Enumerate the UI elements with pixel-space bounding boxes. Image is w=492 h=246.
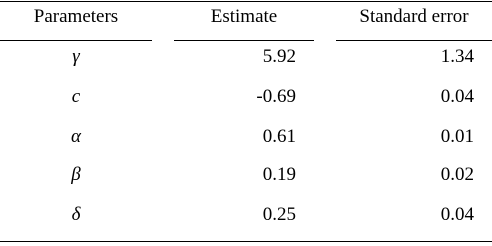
estimate-cell: 5.92: [262, 46, 296, 67]
parameter-cell: δ: [71, 204, 81, 225]
estimate-cell: 0.19: [262, 164, 296, 185]
table-top-rule: [0, 1, 492, 2]
parameter-cell: α: [71, 126, 81, 147]
std-error-cell: 1.34: [440, 46, 474, 67]
header-parameters: Parameters: [33, 6, 119, 27]
std-error-cell: 0.04: [440, 86, 474, 107]
header-rule-parameters: [0, 40, 152, 41]
parameter-cell: γ: [72, 46, 80, 67]
estimate-cell: -0.69: [256, 86, 296, 107]
parameter-cell: c: [71, 86, 81, 107]
estimate-cell: 0.61: [262, 126, 296, 147]
table-bottom-rule: [0, 241, 492, 242]
std-error-cell: 0.04: [440, 204, 474, 225]
std-error-cell: 0.02: [440, 164, 474, 185]
parameter-cell: β: [71, 164, 81, 185]
estimate-cell: 0.25: [262, 204, 296, 225]
header-standard-error: Standard error: [359, 6, 469, 27]
header-rule-standard-error: [336, 40, 492, 41]
std-error-cell: 0.01: [440, 126, 474, 147]
header-estimate: Estimate: [210, 6, 278, 27]
header-rule-estimate: [174, 40, 314, 41]
